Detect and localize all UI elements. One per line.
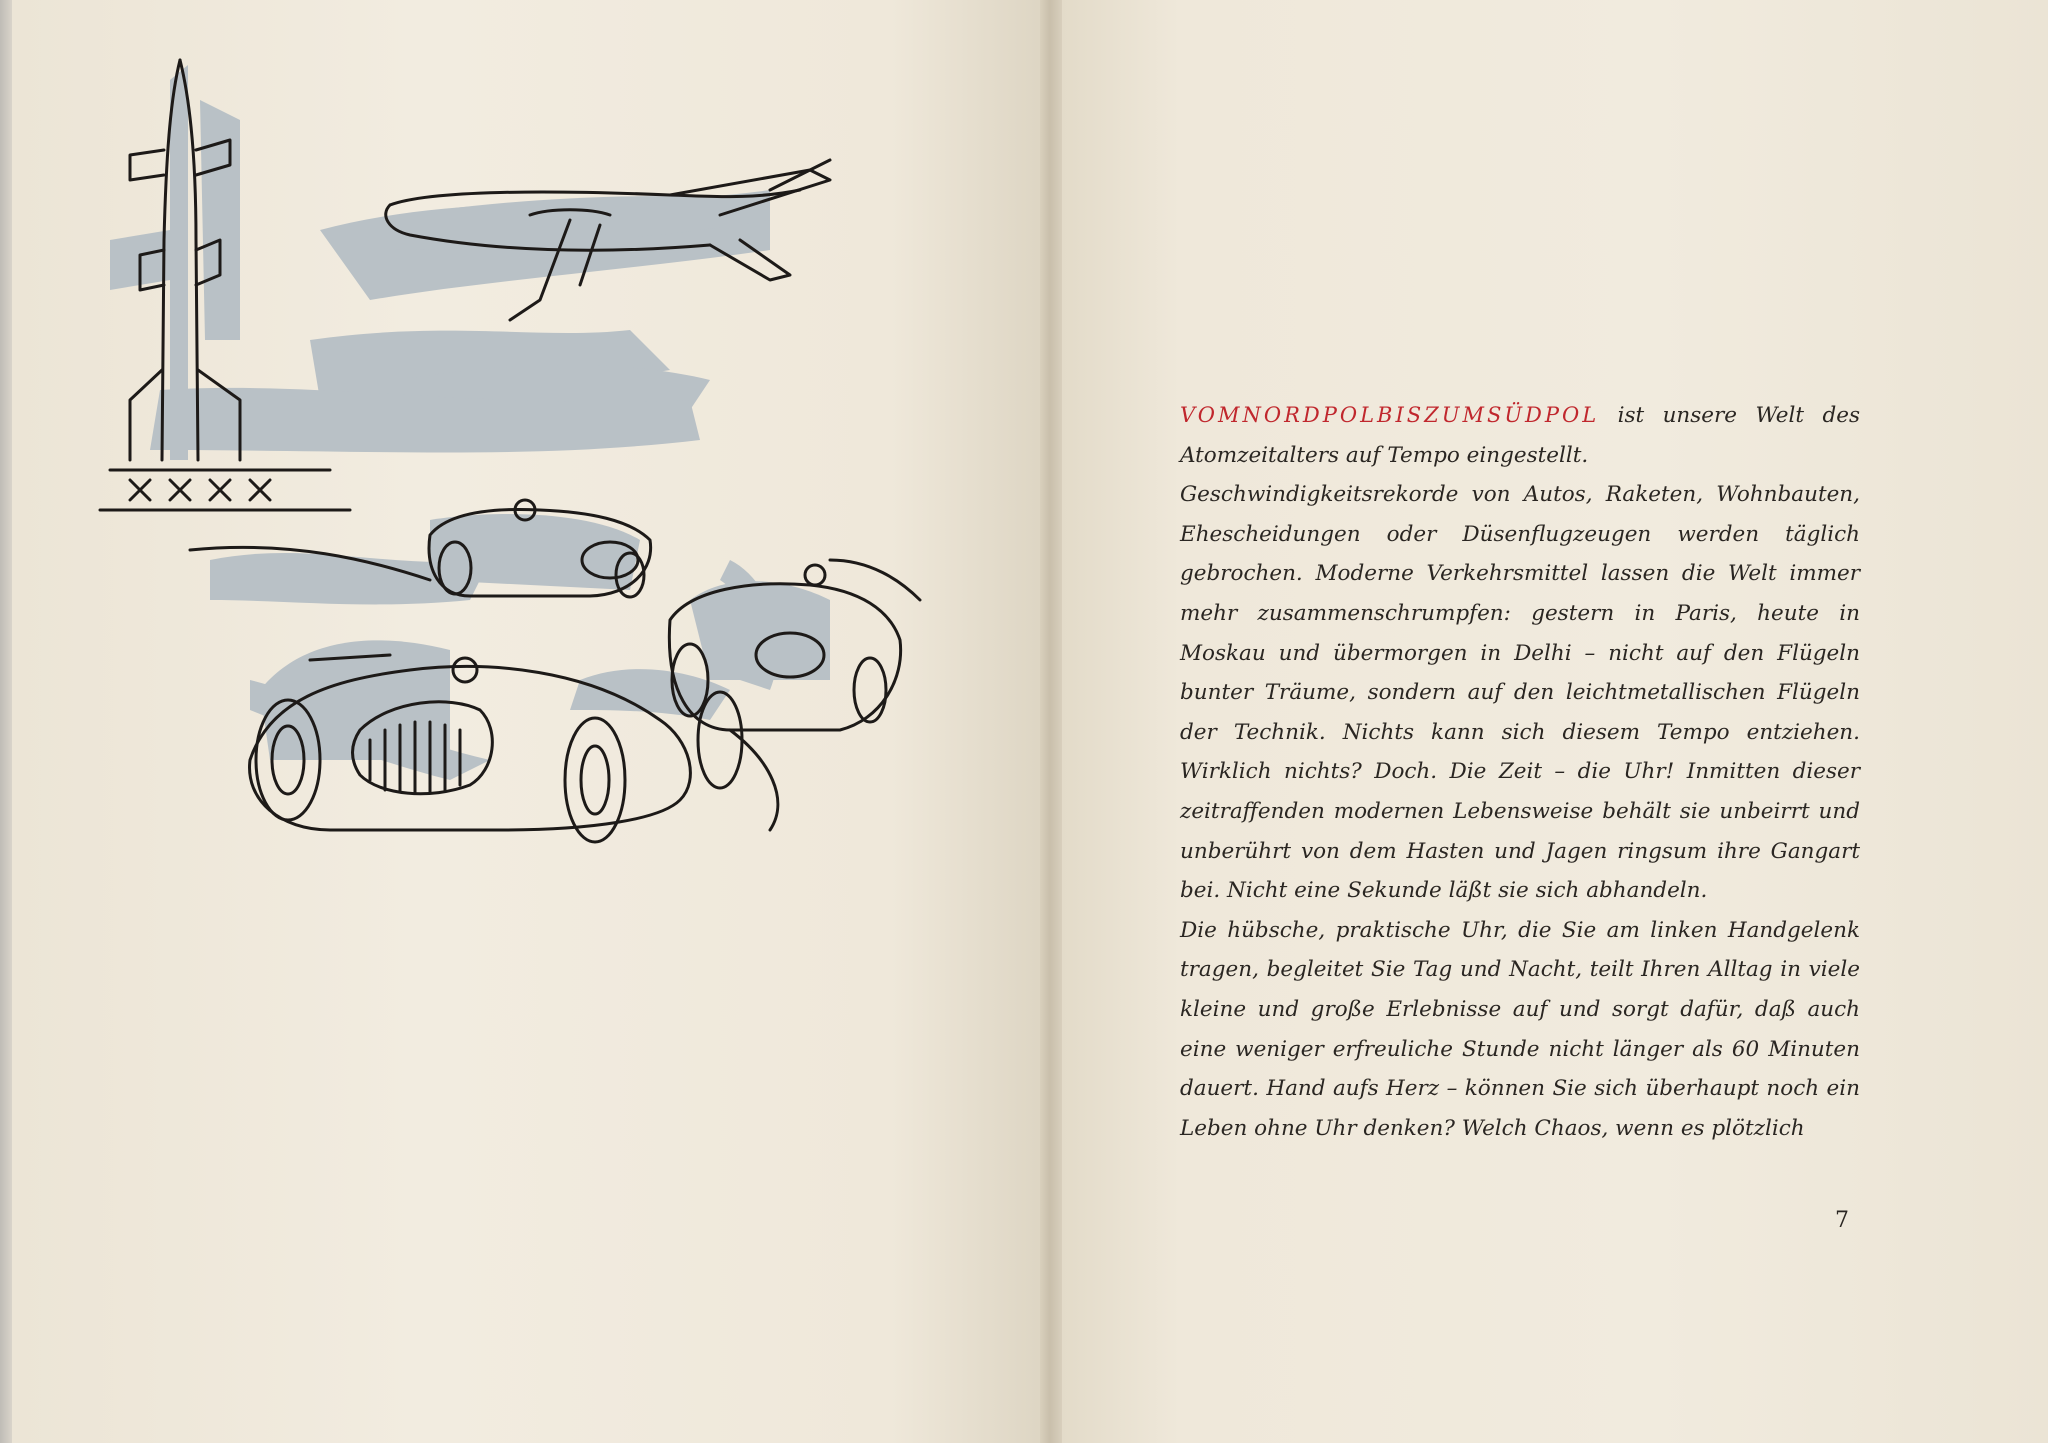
book-spine-edge: [0, 0, 12, 1443]
lead-rest: ist unsere Welt des Atomzeitalters auf Tempo eingestellt.: [1180, 403, 1860, 468]
body-text: [1180, 396, 1860, 1148]
rocket-plane-racecars-icon: [70, 40, 1045, 870]
lead-paragraph: [1180, 396, 1860, 475]
lead-caps-heading: VOMNORDPOLBISZUMSÜDPOL: [1180, 403, 1600, 427]
paragraph-2: Die hübsche, praktische Uhr, die Sie am linken Handgelenk tragen, begleitet Sie Tag und Nacht, teilt Ihren Alltag in viele kleine und große Erlebnisse auf und sorgt dafür, daß auch eine weniger erfreuliche Stunde nicht länger als 60 Minuten dauert. Hand aufs Herz – können Sie sich überhaupt noch ein Leben ohne Uhr denken? Welch Chaos, wenn es plötzlich: [1180, 917, 1860, 1141]
paragraph-1: Geschwindigkeitsrekorde von Autos, Raketen, Wohnbauten, Ehescheidungen oder Düsenflugzeugen werden täglich gebrochen. Moderne Verkehrsmittel lassen die Welt immer mehr zusammenschrumpfen: gestern in Paris, heute in Moskau und übermorgen in Delhi – nicht auf den Flügeln bunter Träume, sondern auf den leichtmetallischen Flügeln der Technik. Nichts kann sich diesem Tempo entziehen. Wirklich nichts? Doch. Die Zeit – die Uhr! Inmitten dieser zeitraffenden modernen Lebensweise behält sie unbeirrt und unberührt von dem Hasten und Jagen ringsum ihre Gangart bei. Nicht eine Sekunde läßt sie sich abhandeln.: [1180, 482, 1860, 904]
page-number: 7: [1835, 1208, 1849, 1233]
